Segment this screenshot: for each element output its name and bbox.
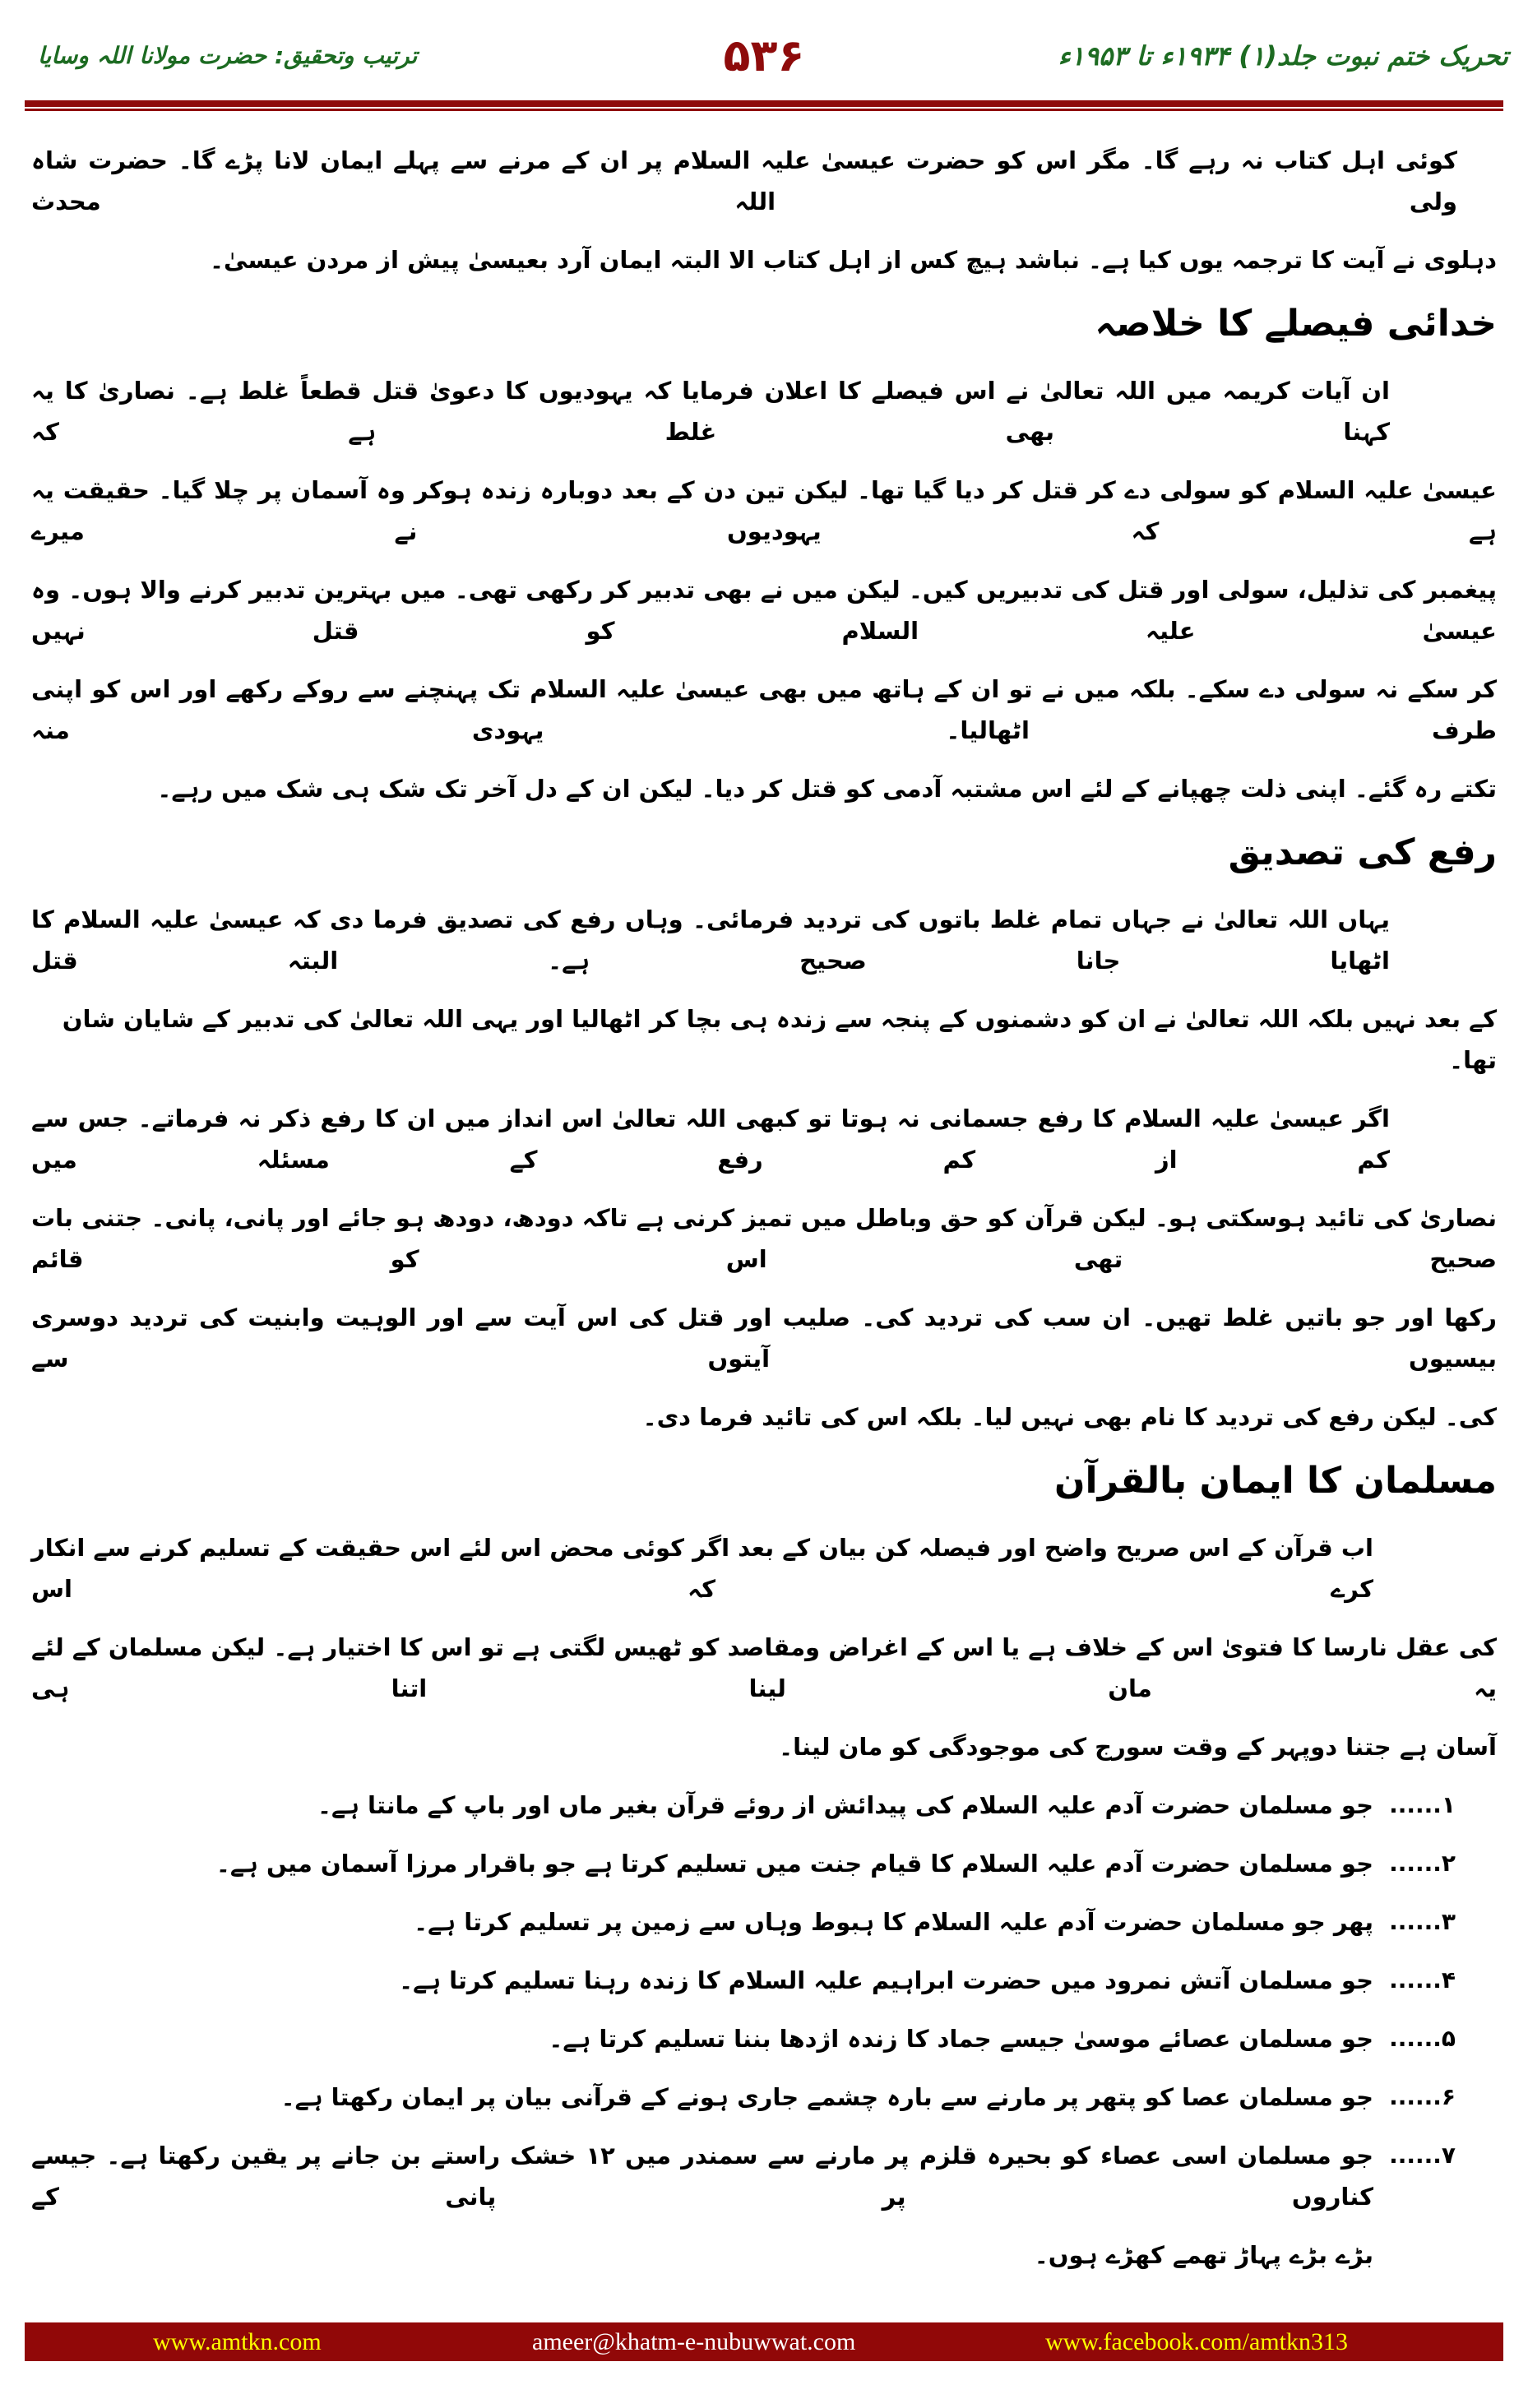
paragraph-line: نصاریٰ کی تائید ہوسکتی ہو۔ لیکن قرآن کو حق وباطل میں تمیز کرنی ہے تاکہ دودھ، دودھ ہو جائے اور پانی، پانی۔ جتنی بات صحیح تھی اس کو قائم [31, 1204, 1497, 1273]
list-item-number: ۲...... [1389, 1850, 1456, 1877]
paragraph-line: کر سکے نہ سولی دے سکے۔ بلکہ میں نے تو ان کے ہاتھ میں بھی عیسیٰ علیہ السلام تک پہنچنے سے روکے رکھے اور اس کو اپنی طرف اٹھالیا۔ یہودی منہ [31, 675, 1497, 744]
footer-bar [25, 2322, 1503, 2361]
list-item: جو مسلمان آتش نمرود میں حضرت ابراہیم علیہ السلام کا زندہ رہنا تسلیم کرتا ہے۔ [399, 1966, 1373, 1994]
list-row [31, 2018, 1497, 2077]
list-item-number: ۶...... [1389, 2083, 1456, 2110]
list-item-number: ۱...... [1389, 1791, 1456, 1818]
paragraph-line: اگر عیسیٰ علیہ السلام کا رفع جسمانی نہ ہوتا تو کبھی اللہ تعالیٰ اس انداز میں ان کا رفع ذکر نہ فرماتے۔ جس سے کم از کم رفع کے مسئلہ میں [31, 1104, 1390, 1174]
paragraph-line: اب قرآن کے اس صریح واضح اور فیصلہ کن بیان کے بعد اگر کوئی محض اس لئے اس حقیقت کے تسلیم کرنے سے انکار کرے کہ اس [31, 1534, 1373, 1603]
list-item-number: ۷...... [1389, 2142, 1456, 2169]
list-item: بڑے بڑے پہاڑ تھمے کھڑے ہوں۔ [1034, 2241, 1373, 2269]
section-heading: رفع کی تصدیق [1228, 831, 1497, 873]
list-item: جو مسلمان عصائے موسیٰ جیسے جماد کا زندہ اژدھا بننا تسلیم کرتا ہے۔ [549, 2025, 1373, 2053]
list-item-text [31, 1901, 1373, 1960]
website-link[interactable]: www.amtkn.com [153, 2328, 322, 2355]
email-link[interactable]: ameer@khatm-e-nubuwwat.com [532, 2328, 856, 2355]
list-item-number: ۴...... [1389, 1966, 1456, 1994]
book-title: تحریک ختم نبوت جلد(۱) ۱۹۳۴ء تا ۱۹۵۳ء [1058, 40, 1508, 72]
paragraph-line: کوئی اہل کتاب نہ رہے گا۔ مگر اس کو حضرت عیسیٰ علیہ السلام پر ان کے مرنے سے پہلے ایمان لانا پڑے گا۔ حضرت شاہ ولی اللہ محدث [31, 146, 1457, 215]
section-heading: خدائی فیصلے کا خلاصہ [1095, 303, 1497, 345]
paragraph-line: ان آیات کریمہ میں اللہ تعالیٰ نے اس فیصلے کا اعلان فرمایا کہ یہودیوں کا دعویٰ قتل قطعاً غلط ہے۔ نصاریٰ کا یہ کہنا بھی غلط ہے کہ [31, 377, 1390, 446]
list-row [31, 2077, 1497, 2135]
list-item: جو مسلمان اسی عصاء کو بحیرہ قلزم پر مارنے سے سمندر میں ۱۲ خشک راستے بن جانے پر یقین رکھتا ہے۔ جیسے کناروں پر پانی کے [31, 2142, 1373, 2211]
list-item-text [31, 1785, 1373, 1843]
list-item-text [31, 2018, 1373, 2077]
paragraph-line: پیغمبر کی تذلیل، سولی اور قتل کی تدبیریں کیں۔ لیکن میں نے بھی تدبیر کر رکھی تھی۔ میں بہترین تدبیر کرنے والا ہوں۔ وہ عیسیٰ علیہ السلام کو قتل نہیں [31, 576, 1497, 645]
list-item-text [31, 2077, 1373, 2135]
list-item-number: ۵...... [1389, 2025, 1456, 2052]
paragraph-line: یہاں اللہ تعالیٰ نے جہاں تمام غلط باتوں کی تردید فرمائی۔ وہاں رفع کی تصدیق فرما دی کہ عیسیٰ علیہ السلام کا اٹھایا جانا صحیح ہے۔ البتہ قتل [31, 905, 1390, 975]
list-item-text [31, 1960, 1373, 2018]
facebook-link[interactable]: www.facebook.com/amtkn313 [1045, 2328, 1348, 2355]
page-body [31, 0, 1497, 2293]
list-item-text [31, 1843, 1373, 1901]
page-number: ۵۳۶ [723, 30, 805, 81]
list-row [31, 1843, 1497, 1901]
list-row [31, 1960, 1497, 2018]
paragraph-line: کی عقل نارسا کا فتویٰ اس کے خلاف ہے یا اس کے اغراض ومقاصد کو ٹھیس لگتی ہے تو اس کا اختیار ہے۔ لیکن مسلمان کے لئے یہ مان لینا اتنا ہی [31, 1633, 1497, 1702]
paragraph-line: تکتے رہ گئے۔ اپنی ذلت چھپانے کے لئے اس مشتبہ آدمی کو قتل کر دیا۔ لیکن ان کے دل آخر تک شک ہی شک میں رہے۔ [157, 775, 1497, 803]
paragraph-line: آسان ہے جتنا دوپہر کے وقت سورج کی موجودگی کو مان لینا۔ [779, 1733, 1497, 1761]
list-item: جو مسلمان حضرت آدم علیہ السلام کی پیدائش از روئے قرآن بغیر ماں اور باپ کے مانتا ہے۔ [317, 1791, 1373, 1819]
paragraph-line: کی۔ لیکن رفع کی تردید کا نام بھی نہیں لیا۔ بلکہ اس کی تائید فرما دی۔ [642, 1403, 1497, 1431]
paragraph-line: رکھا اور جو باتیں غلط تھیں۔ ان سب کی تردید کی۔ صلیب اور قتل کی اس آیت سے اور الوہیت وابنیت کی تردید دوسری بیسیوں آیتوں سے [31, 1304, 1497, 1373]
compiler-credit: ترتیب وتحقیق: حضرت مولانا اللہ وسایا [38, 42, 418, 69]
list-row [31, 1785, 1497, 1843]
paragraph-line: دہلوی نے آیت کا ترجمہ یوں کیا ہے۔ نباشد ہیچ کس از اہل کتاب الا البتہ ایمان آرد بعیسیٰ پیش از مردن عیسیٰ۔ [210, 246, 1497, 274]
list-row [31, 1901, 1497, 1960]
list-item: جو مسلمان حضرت آدم علیہ السلام کا قیام جنت میں تسلیم کرتا ہے جو باقرار مرزا آسمان میں ہے۔ [215, 1850, 1373, 1878]
list-item: جو مسلمان عصا کو پتھر پر مارنے سے بارہ چشمے جاری ہونے کے قرآنی بیان پر ایمان رکھتا ہے۔ [280, 2083, 1373, 2111]
list-item: پھر جو مسلمان حضرت آدم علیہ السلام کا ہبوط وہاں سے زمین پر تسلیم کرتا ہے۔ [414, 1908, 1373, 1936]
paragraph-line: عیسیٰ علیہ السلام کو سولی دے کر قتل کر دیا گیا تھا۔ لیکن تین دن کے بعد دوبارہ زندہ ہوکر وہ آسمان پر چلا گیا۔ حقیقت یہ ہے کہ یہودیوں نے میرے [31, 476, 1497, 545]
list-item-number: ۳...... [1389, 1908, 1456, 1935]
list-row [31, 2135, 1497, 2293]
section-heading: مسلمان کا ایمان بالقرآن [1053, 1460, 1497, 1502]
paragraph-line: کے بعد نہیں بلکہ اللہ تعالیٰ نے ان کو دشمنوں کے پنجہ سے زندہ ہی بچا کر اٹھالیا اور یہی اللہ تعالیٰ کی تدبیر کے شایان شان تھا۔ [62, 1005, 1497, 1074]
list-item-text [31, 2135, 1373, 2293]
